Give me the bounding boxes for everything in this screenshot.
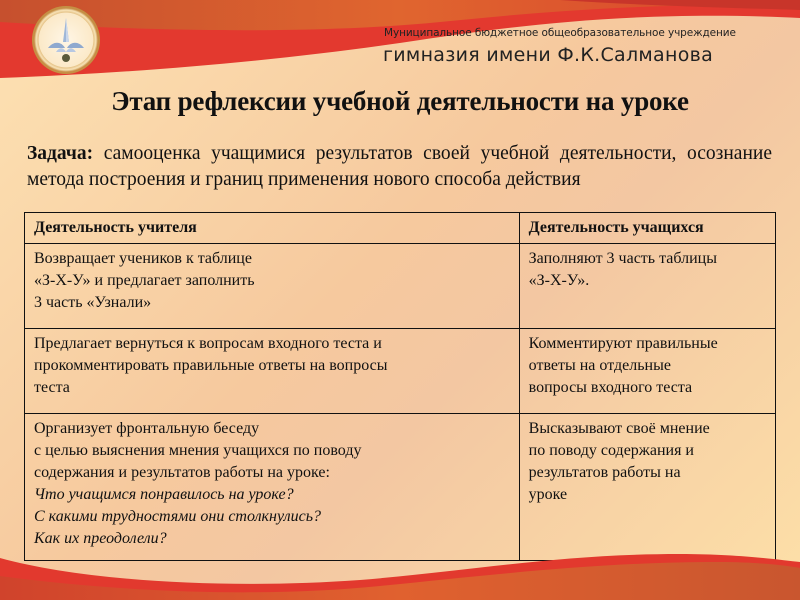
table-row [25, 329, 776, 414]
cell-line: по поводу содержания и [528, 442, 694, 459]
cell-line: Организует фронтальную беседу [34, 420, 260, 437]
student-cell [519, 329, 775, 414]
footer-wave-decoration [0, 540, 800, 600]
teacher-cell [25, 329, 520, 414]
cell-line: Комментируют правильные [528, 335, 718, 352]
cell-line: 3 часть «Узнали» [34, 294, 152, 311]
task-statement [27, 141, 772, 193]
cell-line: Заполняют 3 часть таблицы [528, 250, 717, 267]
table-header-row [25, 213, 776, 244]
header-student-activity: Деятельность учащихся [519, 213, 775, 244]
slide-title: Этап рефлексии учебной деятельности на уроке [111, 86, 689, 116]
student-cell [519, 244, 775, 329]
organization-subtitle: Муниципальное бюджетное общеобразовательное учреждение [384, 27, 736, 39]
cell-line: Возвращает учеников к таблице [34, 250, 252, 267]
task-label: Задача: [27, 143, 94, 164]
activity-table [24, 212, 776, 561]
header-teacher-activity: Деятельность учителя [25, 213, 520, 244]
school-emblem-icon [34, 8, 98, 72]
cell-line: ответы на отдельные [528, 357, 671, 374]
task-text: самооценка учащимися результатов своей учебной деятельности, осознание метода построения и границ применения нового способа действия [27, 143, 772, 190]
question-line: С какими трудностями они столкнулись? [34, 508, 322, 525]
cell-line: Высказывают своё мнение [528, 420, 710, 437]
school-emblem-logo [34, 8, 98, 72]
cell-line: вопросы входного теста [528, 379, 693, 396]
cell-line: уроке [528, 486, 568, 503]
organization-name: гимназия имени Ф.К.Салманова [383, 44, 714, 66]
cell-line: «З-Х-У». [528, 272, 590, 289]
cell-line: содержания и результатов работы на уроке: [34, 464, 330, 481]
question-line: Как их преодолели? [34, 530, 167, 547]
table-row [25, 244, 776, 329]
question-line: Что учащимся понравилось на уроке? [34, 486, 294, 503]
teacher-cell [25, 244, 520, 329]
cell-line: прокомментировать правильные ответы на вопросы [34, 357, 388, 374]
cell-line: результатов работы на [528, 464, 681, 481]
teacher-cell [25, 414, 520, 561]
cell-line: теста [34, 379, 70, 396]
student-cell [519, 414, 775, 561]
cell-line: с целью выяснения мнения учащихся по поводу [34, 442, 362, 459]
cell-line: «З-Х-У» и предлагает заполнить [34, 272, 255, 289]
cell-line: Предлагает вернуться к вопросам входного теста и [34, 335, 382, 352]
table-row [25, 414, 776, 561]
